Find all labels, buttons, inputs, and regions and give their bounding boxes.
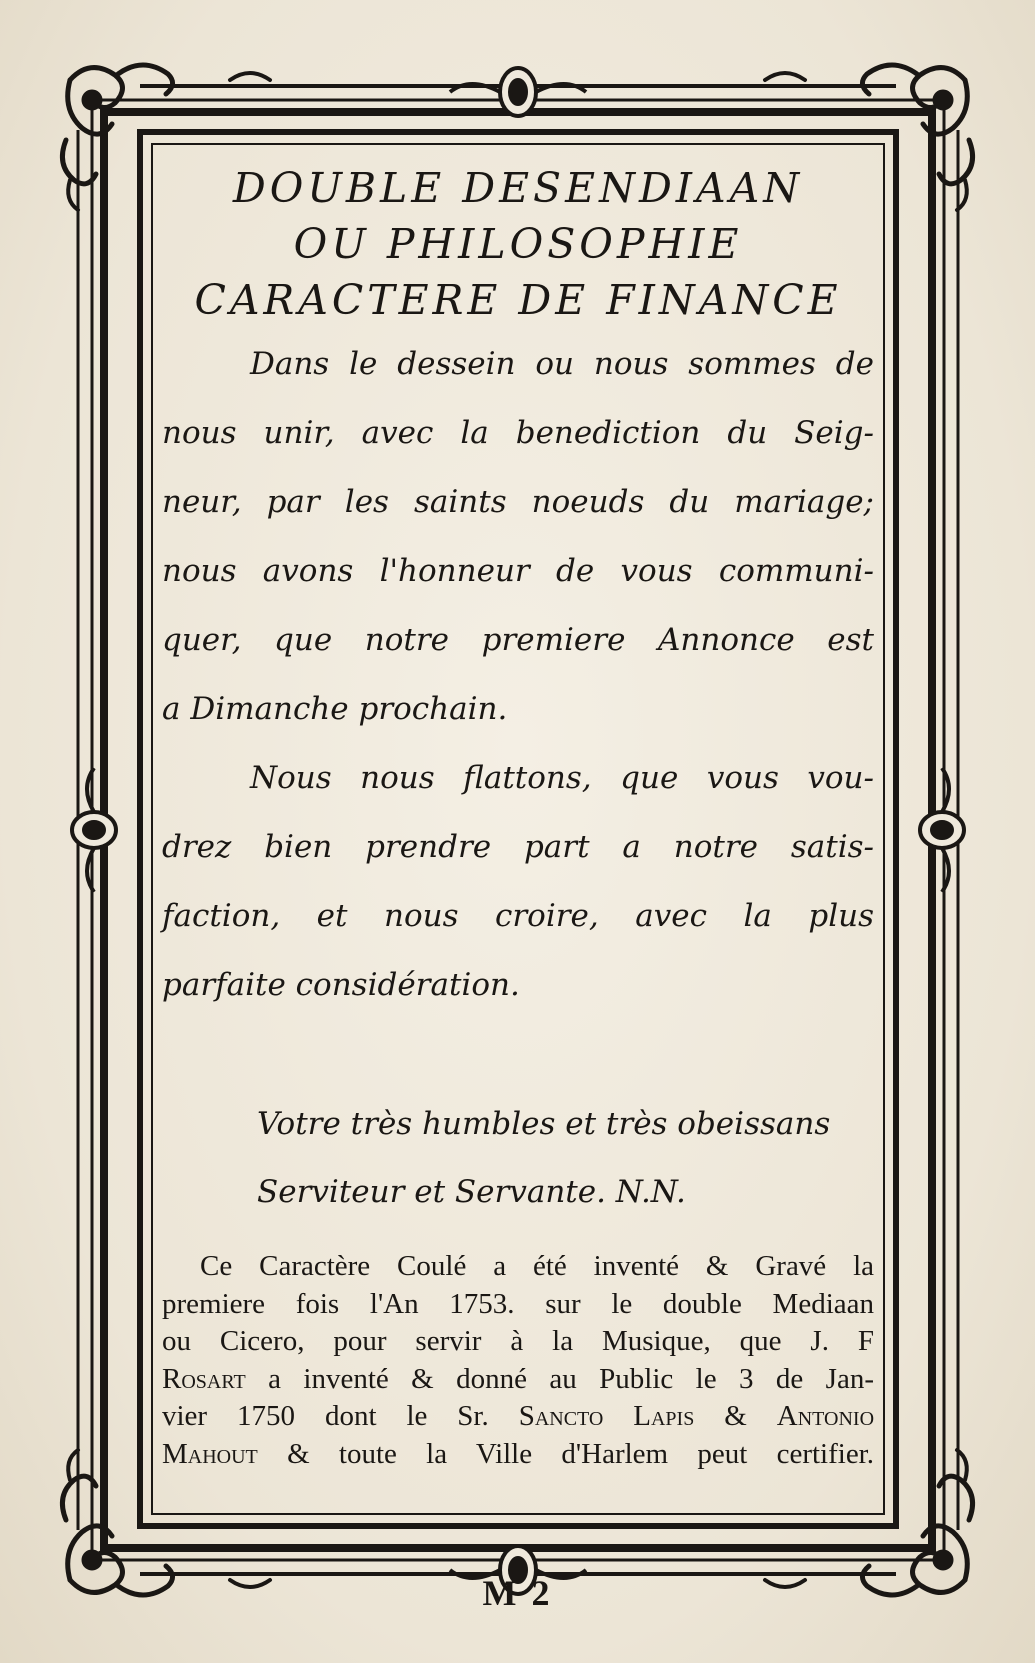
note-line-5-mid: & — [694, 1400, 777, 1432]
title-line-1: DOUBLE DESENDIAAN — [232, 164, 804, 212]
note-line-5 — [162, 1398, 874, 1436]
paragraph2-line: drez bien prendre part a notre satis- — [162, 829, 874, 865]
name-rosart: Rosart — [162, 1362, 246, 1395]
title-line-2: OU PHILOSOPHIE — [293, 220, 743, 268]
title-line-3: CARACTERE DE FINANCE — [194, 276, 842, 324]
specimen-content — [162, 150, 874, 1490]
paragraph1-line: a Dimanche prochain. — [162, 691, 508, 727]
paragraph-invitation — [162, 744, 874, 1020]
closing-block — [162, 1090, 874, 1226]
paragraph2-line: parfaite considération. — [162, 967, 520, 1003]
name-antonio: Antonio — [776, 1400, 875, 1432]
name-sancto-lapis: Sancto Lapis — [518, 1400, 695, 1432]
closing-line-1: Votre très humbles et très obeissans — [257, 1106, 831, 1142]
note-line-2: premiere fois l'An 1753. sur le double Mediaan — [162, 1287, 874, 1320]
note-line-1: Ce Caractère Coulé a été inventé & Gravé la — [200, 1250, 874, 1282]
note-line-3: ou Cicero, pour servir à la Musique, que J. F — [162, 1325, 874, 1357]
note-line-4-rest: a inventé & donné au Public le 3 de Jan- — [245, 1362, 874, 1395]
paragraph1-line: neur, par les saints noeuds du mariage; — [162, 484, 874, 520]
paragraph1-line: Dans le dessein ou nous sommes de — [250, 346, 874, 382]
name-mahout: Mahout — [162, 1437, 258, 1470]
note-line-6-rest: & toute la Ville d'Harlem peut certifier. — [257, 1437, 874, 1470]
paragraph-announcement — [162, 330, 874, 744]
paragraph2-line: Nous nous flattons, que vous vou- — [250, 760, 874, 796]
paragraph1-line: nous avons l'honneur de vous communi- — [162, 553, 874, 589]
type-specimen-note — [162, 1248, 874, 1473]
title-block — [162, 160, 874, 328]
paragraph1-line: quer, que notre premiere Annonce est — [162, 622, 874, 658]
corner-ornament-top-right — [862, 65, 972, 184]
note-line-6 — [162, 1436, 874, 1474]
closing-line-2: Serviteur et Servante. N.N. — [257, 1174, 686, 1210]
paragraph1-line: nous unir, avec la benediction du Seig- — [162, 415, 874, 451]
signature-mark: M 2 — [482, 1573, 553, 1613]
note-line-5-start: vier 1750 dont le Sr. — [162, 1400, 519, 1432]
paragraph2-line: faction, et nous croire, avec la plus — [162, 898, 874, 934]
note-line-4 — [162, 1361, 874, 1399]
